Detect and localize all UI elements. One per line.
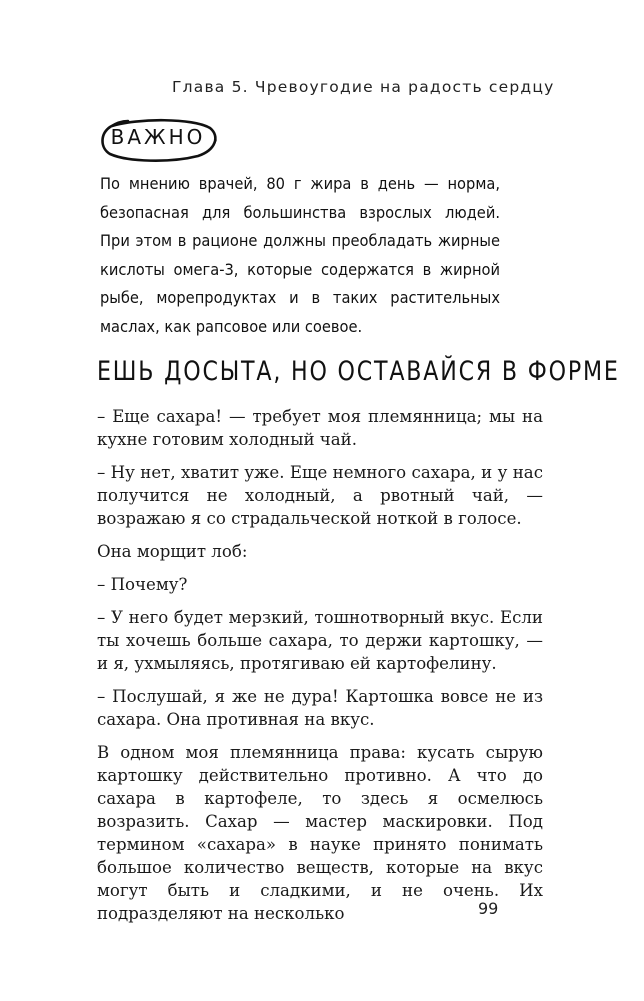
paragraph: В одном моя племянница права: кусать сырую картошку действительно противно. А что до сахара в картофеле, то здесь я осмелюсь возразить. Сахар — мастер маскировки. Под термином «сахара» в науке принято понимать большое количество веществ, которые на вкус могут быть и сладкими, и не очень. Их подразделяют на несколько (97, 743, 543, 923)
paragraph: – Ну нет, хватит уже. Еще немного сахара, и у нас получится не холодный, а рвотный чай, — возражаю я со страдальческой ноткой в голосе. (97, 463, 543, 528)
important-badge (98, 116, 218, 160)
paragraph: – Послушай, я же не дура! Картошка вовсе не из сахара. Она противная на вкус. (97, 687, 543, 729)
paragraph: – У него будет мерзкий, тошнотворный вкус. Если ты хочешь больше сахара, то держи картошку, — и я, ухмыляясь, протягиваю ей картофелину. (97, 608, 543, 673)
running-head: Глава 5. Чревоугодие на радость сердцу (172, 78, 555, 96)
important-note (100, 170, 500, 342)
paragraph: Она морщит лоб: (97, 542, 248, 561)
badge-label: ВАЖНО (110, 125, 206, 149)
body-text (97, 405, 543, 925)
paragraph: – Почему? (97, 575, 188, 594)
page-number: 99 (478, 899, 499, 918)
paragraph: – Еще сахара! — требует моя племянница; мы на кухне готовим холодный чай. (97, 407, 543, 449)
note-text: По мнению врачей, 80 г жира в день — норма, безопасная для большинства взрослых людей. При этом в рационе должны преобладать жирные кислоты омега-3, которые содержатся в жирной рыбе, морепродуктах и в таких растительных маслах, как рапсовое или соевое. (100, 174, 500, 336)
section-title: ЕШЬ ДОСЫТА, НО ОСТАВАЙСЯ В ФОРМЕ (97, 356, 620, 387)
